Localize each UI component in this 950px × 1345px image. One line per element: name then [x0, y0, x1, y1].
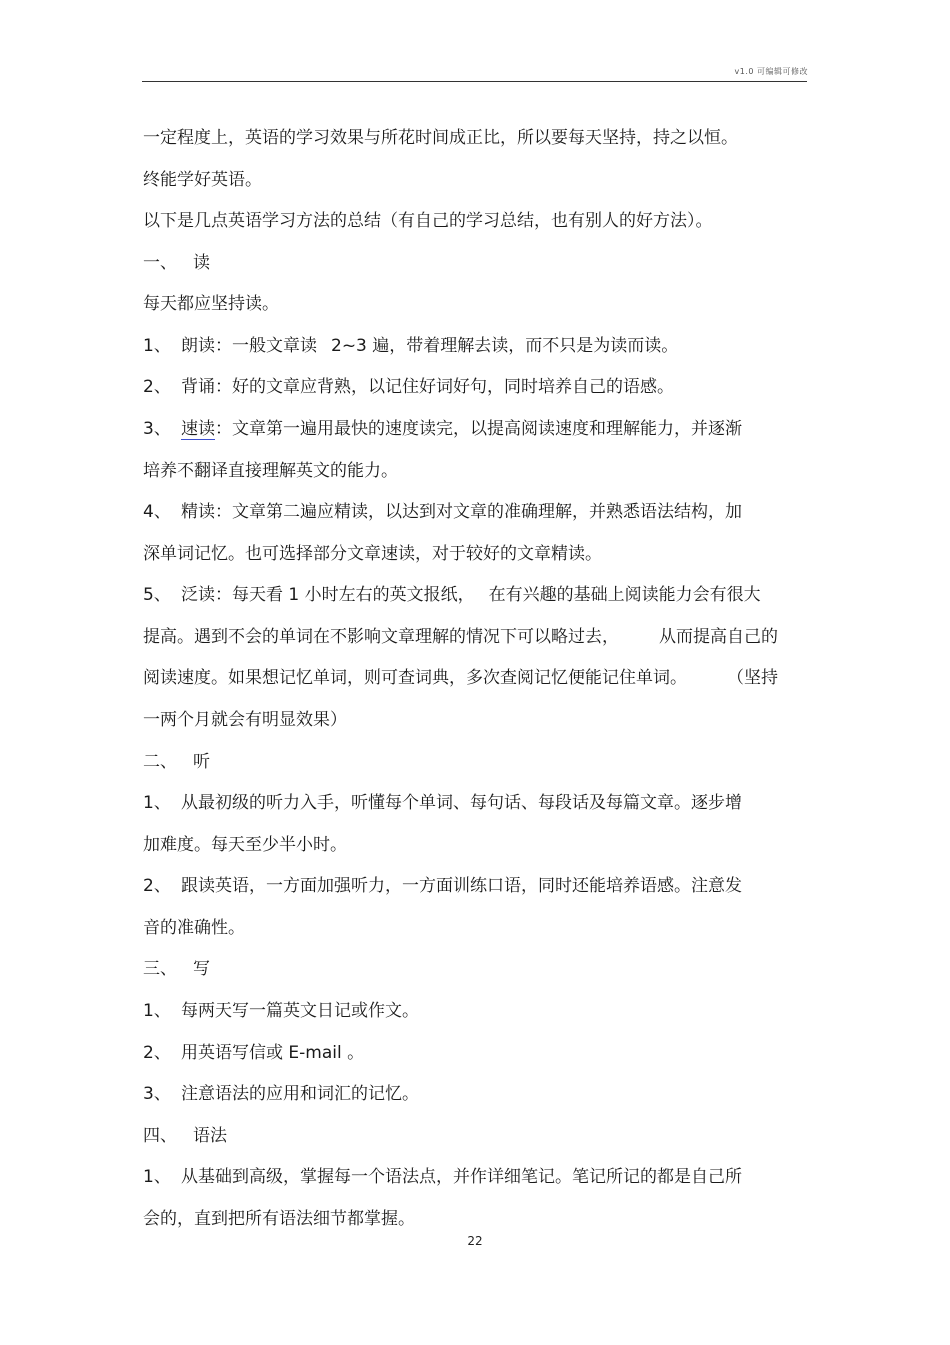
section-title: 写: [193, 959, 210, 979]
item-text: 2~3 遍，带着理解去读，而不只是为读而读。: [331, 336, 679, 356]
item-number: 3、: [143, 419, 171, 439]
item-number: 1、: [143, 1001, 171, 1021]
item-text: ：文章第一遍用最快的速度读完，以提高阅读速度和理解能力，并逐渐: [215, 419, 742, 439]
paragraph-line: [143, 917, 245, 939]
item-text: 跟读英语，一方面加强听力，一方面训练口语，同时还能培养语感。注意发: [181, 876, 742, 896]
list-item: [143, 501, 742, 523]
item-text: 朗读：一般文章读: [181, 336, 317, 356]
list-item: [143, 1042, 364, 1064]
section-title: 语法: [193, 1126, 227, 1146]
paragraph-line: [143, 169, 262, 191]
item-text: 从基础到高级，掌握每一个语法点，并作详细笔记。笔记所记的都是自己所: [181, 1167, 742, 1187]
item-number: 1、: [143, 336, 171, 356]
section-number: 三、: [143, 959, 177, 979]
list-item: [143, 1166, 742, 1188]
list-item: [143, 335, 678, 357]
text: 加难度。每天至少半小时。: [143, 835, 347, 855]
item-number: 1、: [143, 1167, 171, 1187]
list-item: [143, 584, 761, 606]
section-number: 四、: [143, 1126, 177, 1146]
list-item: [143, 1000, 419, 1022]
item-number: 2、: [143, 876, 171, 896]
header-divider: [142, 81, 807, 82]
item-text: 每两天写一篇英文日记或作文。: [181, 1001, 419, 1021]
text: 从而提高自己的: [659, 627, 778, 647]
item-text: 从最初级的听力入手，听懂每个单词、每句话、每段话及每篇文章。逐步增: [181, 793, 742, 813]
text: 每天都应坚持读。: [143, 294, 279, 314]
header-label: v1.0 可编辑可修改: [734, 67, 808, 76]
text: 培养不翻译直接理解英文的能力。: [143, 461, 398, 481]
paragraph-line: [143, 543, 602, 565]
text: 阅读速度。如果想记忆单词，则可查词典，多次查阅记忆便能记住单词。: [143, 668, 687, 688]
paragraph-line: [143, 626, 778, 648]
text: 一定程度上，英语的学习效果与所花时间成正比，所以要每天坚持，持之以恒。: [143, 128, 738, 148]
item-number: 4、: [143, 502, 171, 522]
section-title: 听: [193, 752, 210, 772]
item-text: 在有兴趣的基础上阅读能力会有很大: [488, 585, 761, 605]
text: 提高。遇到不会的单词在不影响文章理解的情况下可以略过去，: [143, 627, 619, 647]
paragraph-line: [143, 709, 347, 731]
text: 会的，直到把所有语法细节都掌握。: [143, 1209, 415, 1229]
text: 终能学好英语。: [143, 170, 262, 190]
section-number: 一、: [143, 253, 177, 273]
section-heading-listen: [143, 751, 210, 773]
item-number: 2、: [143, 1043, 171, 1063]
section-heading-read: [143, 252, 210, 274]
paragraph-line: [143, 210, 713, 232]
list-item: [143, 418, 742, 440]
paragraph-line: [143, 127, 738, 149]
list-item: [143, 875, 742, 897]
paragraph-line: [143, 1208, 415, 1230]
text: 以下是几点英语学习方法的总结（有自己的学习总结，也有别人的好方法）。: [143, 211, 713, 231]
list-item: [143, 376, 674, 398]
item-text: 注意语法的应用和词汇的记忆。: [181, 1084, 419, 1104]
item-text: 泛读：每天看 1 小时左右的英文报纸，: [181, 585, 475, 605]
list-item: [143, 792, 742, 814]
section-number: 二、: [143, 752, 177, 772]
paragraph-line: [143, 834, 347, 856]
page-number: 22: [467, 1234, 483, 1248]
paragraph-line: [143, 667, 778, 689]
item-text: 用英语写信或 E-mail 。: [181, 1043, 365, 1063]
item-text: 背诵：好的文章应背熟，以记住好词好句，同时培养自己的语感。: [181, 377, 674, 397]
item-number: 3、: [143, 1084, 171, 1104]
text: 音的准确性。: [143, 918, 245, 938]
section-title: 读: [193, 253, 210, 273]
list-item: [143, 1083, 419, 1105]
speed-reading-link[interactable]: 速读: [181, 419, 215, 439]
section-heading-write: [143, 958, 210, 980]
section-heading-grammar: [143, 1125, 227, 1147]
item-number: 5、: [143, 585, 171, 605]
paragraph-line: [143, 460, 398, 482]
paragraph-line: [143, 293, 279, 315]
text: （坚持: [727, 668, 778, 688]
item-number: 2、: [143, 377, 171, 397]
text: 一两个月就会有明显效果）: [143, 710, 347, 730]
text: 深单词记忆。也可选择部分文章速读，对于较好的文章精读。: [143, 544, 602, 564]
item-text: 精读：文章第二遍应精读，以达到对文章的准确理解，并熟悉语法结构，加: [181, 502, 742, 522]
item-number: 1、: [143, 793, 171, 813]
